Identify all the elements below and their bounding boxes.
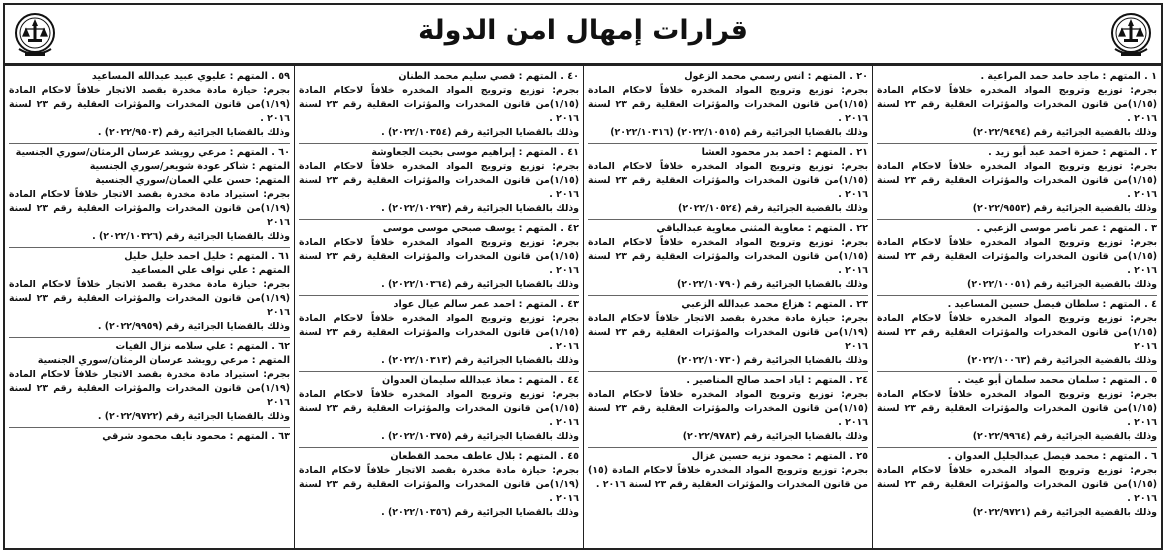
charge-text: بجرم: توزيع وترويج المواد المخدره خلافاً لاحكام المادة (١/١٥)من قانون المخدرات والمؤثرات العقلية رقم ٢٣ لسنة ٢٠١٦ .	[588, 85, 868, 124]
case-number: وذلك بالقضية الجزائية رقم (٢٠٢٢/١٠٥٢٤)	[678, 203, 868, 214]
charge-text: بجرم: توزيع وترويج المواد المخدره خلافاً لاحكام المادة (١/١٥)من قانون المخدرات والمؤثرات العقلية رقم ٢٣ لسنة ٢٠١٦ .	[877, 389, 1157, 428]
case-number: وذلك بالقضايا الجزائية رقم (٢٠٢٢/١٠٧٣٠)	[676, 355, 868, 366]
defendant-name: ٦١ . المتهم : خليل احمد خليل خليل	[124, 251, 290, 262]
defendant-name: ٦٣ . المتهم : محمود نايف محمود شرقي	[102, 431, 290, 442]
defendant-name: ٤٣ . المتهم : احمد عمر سالم عيال عواد	[393, 299, 579, 310]
decision-entry	[9, 248, 290, 338]
charge-text: بجرم: حيازة مادة مخدرة بقصد الاتجار خلافاً لاحكام المادة (١/١٩)من قانون المخدرات والمؤثرات العقلية رقم ٢٣ لسنة ٢٠١٦ .	[9, 85, 290, 124]
co-defendant-name: المتهم: حسن علي العمان/سوري الجنسية	[95, 175, 290, 186]
decision-entry	[588, 220, 868, 296]
case-number: وذلك بالقضية الجزائية رقم (٢٠٢٢/٩٤٩٤)	[972, 127, 1157, 138]
case-number: وذلك بالقضية الجزائية رقم (٢٠٢٢/٩٧٢١)	[972, 507, 1157, 518]
state-emblem-icon	[11, 9, 59, 59]
case-number: وذلك بالقضايا الجزائية رقم (٢٠٢٢/١٠٣٥٦) .	[381, 507, 579, 518]
decision-entry	[9, 428, 290, 447]
decisions-column	[294, 66, 583, 550]
charge-text: بجرم: توزيع وترويج المواد المخدره خلافاً لاحكام المادة (١٥) من قانون المخدرات والمؤثرات العقلية رقم ٢٣ لسنة ٢٠١٦ .	[588, 465, 868, 490]
defendant-name: ٢٢ . المتهم : معاوية المثنى معاوية عبدالباقي	[656, 223, 868, 234]
charge-text: بجرم: توزيع وترويج المواد المخدره خلافاً لاحكام المادة (١/١٥)من قانون المخدرات والمؤثرات العقلية رقم ٢٣ لسنة ٢٠١٦ .	[877, 237, 1157, 276]
case-number: وذلك بالقضايا الجزائية رقم (٢٠٢٢/١٠٥١٥) (٢٠٢٢/١٠٣١٦)	[610, 127, 868, 138]
defendant-name: ٤ . المتهم : سلطان فيصل حسين المساعيد .	[947, 299, 1157, 310]
case-number: وذلك بالقضية الجزائية رقم (٢٠٢٢/١٠٠٥١)	[967, 279, 1157, 290]
defendant-name: ٤٤ . المتهم : معاذ عبدالله سليمان العدوان	[382, 375, 579, 386]
decision-entry	[9, 68, 290, 144]
charge-text: بجرم: توزيع وترويج المواد المخدره خلافاً لاحكام المادة (١/١٥)من قانون المخدرات والمؤثرات العقلية رقم ٢٣ لسنة ٢٠١٦ .	[588, 389, 868, 428]
charge-text: بجرم: توزيع وترويج المواد المخدره خلافاً لاحكام المادة (١/١٥)من قانون المخدرات والمؤثرات العقلية رقم ٢٣ لسنة ٢٠١٦ .	[588, 237, 868, 276]
case-number: وذلك بالقضايا الجزائية رقم (٢٠٢٢/١٠٣١٣) .	[381, 355, 579, 366]
charge-text: بجرم: توزيع وترويج المواد المخدره خلافاً لاحكام المادة (١/١٥)من قانون المخدرات والمؤثرات العقلية رقم ٢٣ لسنة ٢٠١٦ .	[299, 237, 579, 276]
defendant-name: ٤٢ . المتهم : يوسف صبحي موسى موسى	[382, 223, 579, 234]
case-number: وذلك بالقضايا الجزائية رقم (٢٠٢٢/١٠٣٦٤) .	[381, 279, 579, 290]
decision-entry	[299, 68, 579, 144]
defendant-name: ٢٠ . المتهم : انس رسمي محمد الزغول	[684, 71, 868, 82]
case-number: وذلك بالقضايا الجزائية رقم (٢٠٢٢/١٠٢٩٣) .	[381, 203, 579, 214]
decisions-grid	[5, 66, 1161, 550]
charge-text: بجرم: حيازة مادة مخدرة بقصد الاتجار خلافاً لاحكام المادة (١/١٩)من قانون المخدرات والمؤثرات العقلية رقم ٢٣ لسنة ٢٠١٦	[9, 279, 290, 318]
decisions-column	[583, 66, 872, 550]
charge-text: بجرم: حيازة مادة مخدرة بقصد الاتجار خلافاً لاحكام المادة (١/١٩)من قانون المخدرات والمؤثرات العقلية رقم ٢٣ لسنة ٢٠١٦	[588, 313, 868, 352]
defendant-name: ٣ . المتهم : عمر ناصر موسى الزعبي .	[976, 223, 1157, 234]
case-number: وذلك بالقضايا الجزائية رقم (٢٠٢٢/٩٩٥٩) .	[97, 321, 290, 332]
defendant-name: ٢٤ . المتهم : اياد احمد صالح المناصير .	[686, 375, 868, 386]
defendant-name: ٤٥ . المتهم : بلال عاطف محمد القطعان	[390, 451, 579, 462]
defendant-name: ٥٩ . المتهم : عليوي عبيد عبدالله المساعيد	[91, 71, 290, 82]
charge-text: بجرم: توزيع وترويج المواد المخدره خلافاً لاحكام المادة (١/١٥)من قانون المخدرات والمؤثرات العقلية رقم ٢٣ لسنة ٢٠١٦ .	[877, 85, 1157, 124]
charge-text: بجرم: توزيع وترويج المواد المخدره خلافاً لاحكام المادة (١/١٥)من قانون المخدرات والمؤثرات العقلية رقم ٢٣ لسنة ٢٠١٦ .	[588, 161, 868, 200]
decisions-column	[872, 66, 1161, 550]
header	[5, 5, 1161, 66]
decision-entry	[877, 448, 1157, 523]
case-number: وذلك بالقضايا الجزائية رقم (٢٠٢٢/١٠٣٢٦) .	[92, 231, 290, 242]
decision-entry	[877, 220, 1157, 296]
decisions-column	[5, 66, 294, 550]
co-defendant-name: المتهم : مرعي رويشد عرسان الرمثان/سوري الجنسية	[37, 355, 290, 366]
defendant-name: ٥ . المتهم : سلمان محمد سلمان أبو غيث .	[957, 375, 1157, 386]
case-number: وذلك بالقضايا الجزائية رقم (٢٠٢٢/٩٧٨٣)	[682, 431, 868, 442]
decision-entry	[299, 448, 579, 523]
decision-entry	[877, 372, 1157, 448]
decision-entry	[9, 338, 290, 428]
charge-text: بجرم: حيازة مادة مخدرة بقصد الاتجار خلافاً لاحكام المادة (١/١٩)من قانون المخدرات والمؤثرات العقلية رقم ٢٣ لسنة ٢٠١٦ .	[299, 465, 579, 504]
defendant-name: ٢٥ . المتهم : محمود نزيه حسين غزال	[691, 451, 868, 462]
charge-text: بجرم: استيراد مادة مخدرة بقصد الاتجار خلافاً لاحكام المادة (١/١٩)من قانون المخدرات والمؤثرات العقلية رقم ٢٣ لسنة ٢٠١٦	[9, 189, 290, 228]
decision-entry	[877, 68, 1157, 144]
decision-entry	[299, 296, 579, 372]
defendant-name: ٦ . المتهم : محمد فيصل عبدالجليل العدوان .	[947, 451, 1157, 462]
charge-text: بجرم: توزيع وترويج المواد المخدره خلافاً لاحكام المادة (١/١٥)من قانون المخدرات والمؤثرات العقلية رقم ٢٣ لسنة ٢٠١٦ .	[877, 465, 1157, 504]
defendant-name: ١ . المتهم : ماجد حامد حمد المراعية .	[980, 71, 1157, 82]
decision-entry	[299, 372, 579, 448]
case-number: وذلك بالقضية الجزائية رقم (٢٠٢٢/١٠٠٦٣)	[967, 355, 1157, 366]
case-number: وذلك بالقضايا الجزائية رقم (٢٠٢٢/١٠٧٩٠)	[676, 279, 868, 290]
decision-entry	[299, 220, 579, 296]
charge-text: بجرم: توزيع وترويج المواد المخدره خلافاً لاحكام المادة (١/١٥)من قانون المخدرات والمؤثرات العقلية رقم ٢٣ لسنة ٢٠١٦ .	[299, 161, 579, 200]
co-defendant-name: المتهم : علي نواف علي المساعيد	[131, 265, 290, 276]
defendant-name: ٤٠ . المتهم : قصي سليم محمد الطنان	[398, 71, 579, 82]
decision-entry	[588, 372, 868, 448]
defendant-name: ٦٠ . المتهم : مرعي رويشد عرسان الرمثان/سوري الجنسية	[15, 147, 290, 158]
page-title: قرارات إمهال امن الدولة	[418, 15, 748, 46]
case-number: وذلك بالقضايا الجزائية رقم (٢٠٢٢/١٠٣٧٥) .	[381, 431, 579, 442]
case-number: وذلك بالقضايا الجزائية رقم (٢٠٢٢/١٠٣٥٤) .	[381, 127, 579, 138]
case-number: وذلك بالقضية الجزائية رقم (٢٠٢٢/٩٥٥٣)	[972, 203, 1157, 214]
decision-entry	[588, 144, 868, 220]
decision-entry	[877, 144, 1157, 220]
decision-entry	[588, 296, 868, 372]
case-number: وذلك بالقضايا الجزائية رقم (٢٠٢٢/٩٥٠٣) .	[97, 127, 290, 138]
case-number: وذلك بالقضية الجزائية رقم (٢٠٢٢/٩٩٦٤)	[972, 431, 1157, 442]
decision-entry	[588, 448, 868, 495]
defendant-name: ٢١ . المتهم : احمد بدر محمود العشا	[701, 147, 868, 158]
charge-text: بجرم: توزيع وترويج المواد المخدره خلافاً لاحكام المادة (١/١٥)من قانون المخدرات والمؤثرات العقلية رقم ٢٣ لسنة ٢٠١٦ .	[299, 85, 579, 124]
defendant-name: ٢ . المتهم : حمزة احمد عبد أبو زيد .	[988, 147, 1157, 158]
co-defendant-name: المتهم : شاكر عودة شويعر/سوري الجنسية	[89, 161, 290, 172]
case-number: وذلك بالقضايا الجزائية رقم (٢٠٢٢/٩٧٢٢) .	[97, 411, 290, 422]
defendant-name: ٢٣ . المتهم : هزاع محمد عبدالله الزعبي	[681, 299, 868, 310]
defendant-name: ٤١ . المتهم : إبراهيم موسى بخيت الجعاوشة	[371, 147, 579, 158]
decision-entry	[9, 144, 290, 248]
charge-text: بجرم: توزيع وترويج المواد المخدره خلافاً لاحكام المادة (١/١٥)من قانون المخدرات والمؤثرات العقلية رقم ٢٣ لسنة ٢٠١٦ .	[299, 389, 579, 428]
defendant-name: ٦٢ . المتهم : علي سلامه نزال الفيات	[115, 341, 290, 352]
charge-text: بجرم: توزيع وترويج المواد المخدره خلافاً لاحكام المادة (١/١٥)من قانون المخدرات والمؤثرات العقلية رقم ٢٣ لسنة ٢٠١٦ .	[299, 313, 579, 352]
decision-entry	[877, 296, 1157, 372]
notice-page	[3, 3, 1163, 550]
decision-entry	[588, 68, 868, 144]
charge-text: بجرم: توزيع وترويج المواد المخدره خلافاً لاحكام المادة (١/١٥)من قانون المخدرات والمؤثرات العقلية رقم ٢٣ لسنة ٢٠١٦	[877, 313, 1157, 352]
charge-text: بجرم: استيراد مادة مخدرة بقصد الاتجار خلافاً لاحكام المادة (١/١٩)من قانون المخدرات والمؤثرات العقلية رقم ٢٣ لسنة ٢٠١٦	[9, 369, 290, 408]
charge-text: بجرم: توزيع وترويج المواد المخدره خلافاً لاحكام المادة (١/١٥)من قانون المخدرات والمؤثرات العقلية رقم ٢٣ لسنة ٢٠١٦ .	[877, 161, 1157, 200]
decision-entry	[299, 144, 579, 220]
